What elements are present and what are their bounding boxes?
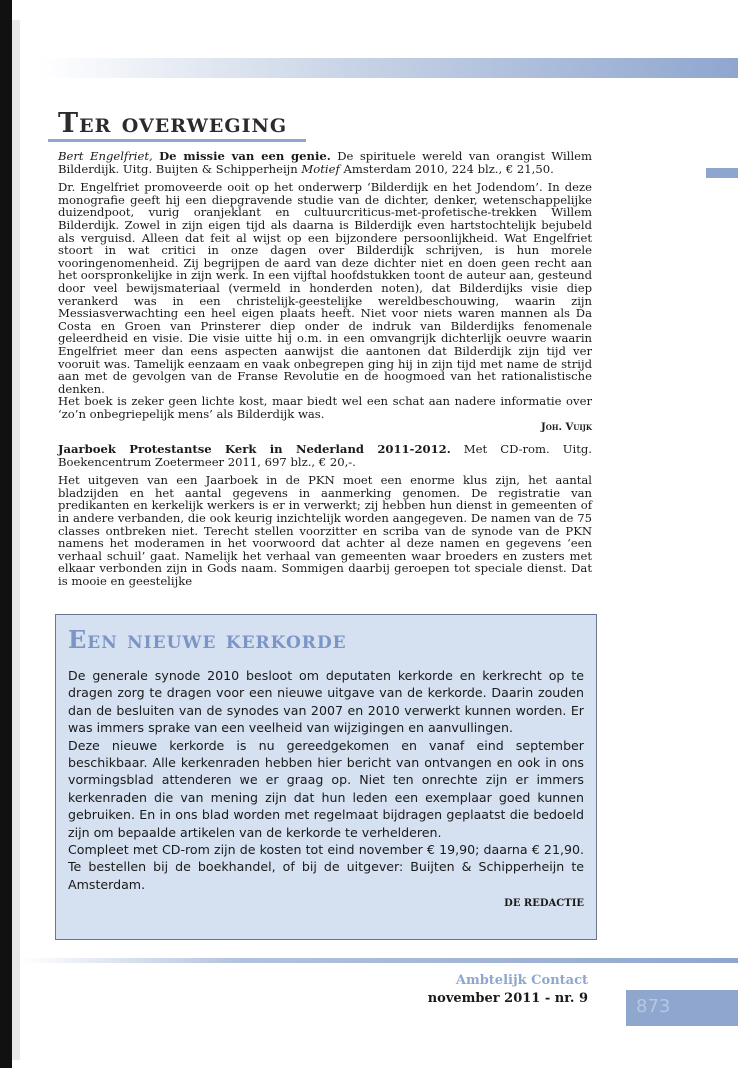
page-number: 873 [636, 996, 671, 1017]
review-1-paragraph-2: Het boek is zeker geen lichte kost, maar biedt wel een schat aan nadere informatie over ‘zo’n onbegriepelijk mens’ als Bilderdijk was. [58, 394, 592, 421]
review-2-citation-text: Met CD-rom. Uitg. Boekencentrum Zoetermeer 2011, 697 blz., € 20,-. [58, 442, 592, 469]
review-2 [58, 443, 592, 588]
review-2-citation [58, 443, 592, 468]
footer-issue: november 2011 - nr. 9 [427, 991, 588, 1006]
side-tab-marker [706, 168, 738, 178]
box-title: Een nieuwe kerkorde [68, 625, 347, 654]
header-color-band [40, 58, 738, 78]
box-paragraph-3: Compleet met CD-rom zijn de kosten tot eind november € 19,90; daarna € 21,90. Te bestellen bij de boekhandel, of bij de uitgever: Buijten & Schipperheijn te Amsterdam. [68, 842, 584, 892]
review-1-series: Motief [301, 161, 340, 176]
review-1-citation-text-b: Amsterdam 2010, 224 blz., € 21,50. [339, 161, 554, 176]
review-1-citation [58, 150, 592, 175]
review-2-book-title: Jaarboek Protestantse Kerk in Nederland 2011-2012. [58, 442, 451, 457]
box-body [68, 667, 584, 913]
review-2-paragraph-1: Het uitgeven van een Jaarboek in de PKN moet een enorme klus zijn, het aantal bladzijden en het aantal gegevens in aanmerking genomen. De registratie van predikanten en kerkelijk werkers is er in verwerkt; zij hebben hun dienst in gemeenten of in andere verbanden, die ook keurig inzichtelijk worden aangegeven. De namen van de 75 classes ontbreken niet. Terecht stellen voorzitter en scriba van de synode van de PKN namens het moderamen in het voorwoord dat achter al deze namen en gegevens ‘een verhaal schuil’ gaat. Namelijk het verhaal van gemeenten waar broeders en zusters met elkaar verbonden zijn in Gods naam. Sommigen daarbij geroepen tot speciale dienst. Dat is mooie en geestelijke [58, 473, 592, 588]
review-1-book-title: De missie van een genie. [159, 149, 331, 163]
box-paragraph-2: Deze nieuwe kerkorde is nu gereedgekomen en vanaf eind september beschikbaar. Alle kerkenraden hebben hier bericht van ontvangen en ook in ons vormingsblad attenderen we er graag op. Niet ten onrechte zijn er immers kerkenraden die van mening zijn dat hun leden een exemplaar goed kunnen gebruiken. En in ons blad worden met regelmaat bijdragen geplaatst die bedoeld zijn om bepaalde artikelen van de kerkorde te verhelderen. [68, 737, 584, 840]
review-1 [58, 150, 592, 435]
review-1-author: Bert Engelfriet, [58, 149, 153, 163]
kerkorde-box [55, 614, 597, 940]
footer-magazine-name: Ambtelijk Contact [455, 973, 588, 988]
review-1-paragraph-1: Dr. Engelfriet promoveerde ooit op het onderwerp ‘Bilderdijk en het Jodendom’. In deze monografie geeft hij een diepgravende studie van de dichter, denker, wetenschappelijke duizendpoot, vurig oranjeklant en cultuurcriticus-met-profetische-trekken Willem Bilderdijk. Zowel in zijn eigen tijd als daarna is Bilderdijk even hartstochtelijk bejubeld als verguisd. Alleen dat feit al wijst op een bijzondere persoonlijkheid. Wat Engelfriet stoort in wat critici in onze dagen over Bilderdijk schrijven, is hun morele vooringenomenheid. Zij begrijpen de aard van deze dichter niet en doen geen recht aan het oorspronkelijke in zijn werk. In een vijftal hoofdstukken toont de auteur aan, gesteund door veel bewijsmateriaal (vermeld in honderden noten), dat Bilderdijks visie diep verankerd was in een christelijk-geestelijke wereldbeschouwing, waarin zijn Messiasverwachting een heel eigen plaats heeft. Niet voor niets waren mannen als Da Costa en Groen van Prinsterer diep onder de indruk van Bilderdijks fenomenale geleerdheid en visie. Die visie uitte hij o.m. in een omvangrijk dichterlijk oeuvre waarin Engelfriet meer dan eens aspecten aanwijst die aantonen dat Bilderdijk zijn tijd ver vooruit was. Tamelijk eenzaam en vaak onbegrepen ging hij in zijn tijd met name de strijd aan met de gevolgen van de Franse Revolutie en de hoogmoed van het rationalistische denken. [58, 180, 592, 396]
article-content [58, 150, 592, 588]
review-1-signature: Joh. Vuijk [541, 422, 592, 434]
page-footer [428, 972, 588, 1008]
scan-left-edge [0, 0, 12, 1068]
section-header [58, 108, 287, 140]
scan-left-shadow [12, 20, 20, 1060]
box-signature: DE REDACTIE [504, 898, 584, 910]
box-paragraph-1: De generale synode 2010 besloot om deputaten kerkorde en kerkrecht op te dragen zorg te dragen voor een nieuwe uitgave van de kerkorde. Daarin zouden dan de besluiten van de synodes van 2007 en 2010 verwerkt kunnen worden. Er was immers sprake van een veelheid van wijzigingen en aanvullingen. [68, 668, 584, 736]
review-1-citation-text-a: De spirituele wereld van orangist Willem Bilderdijk. Uitg. Buijten & Schipperheijn [58, 149, 593, 176]
section-title: Ter overweging [58, 108, 288, 139]
section-title-underline [48, 139, 306, 142]
footer-color-band [20, 958, 738, 963]
